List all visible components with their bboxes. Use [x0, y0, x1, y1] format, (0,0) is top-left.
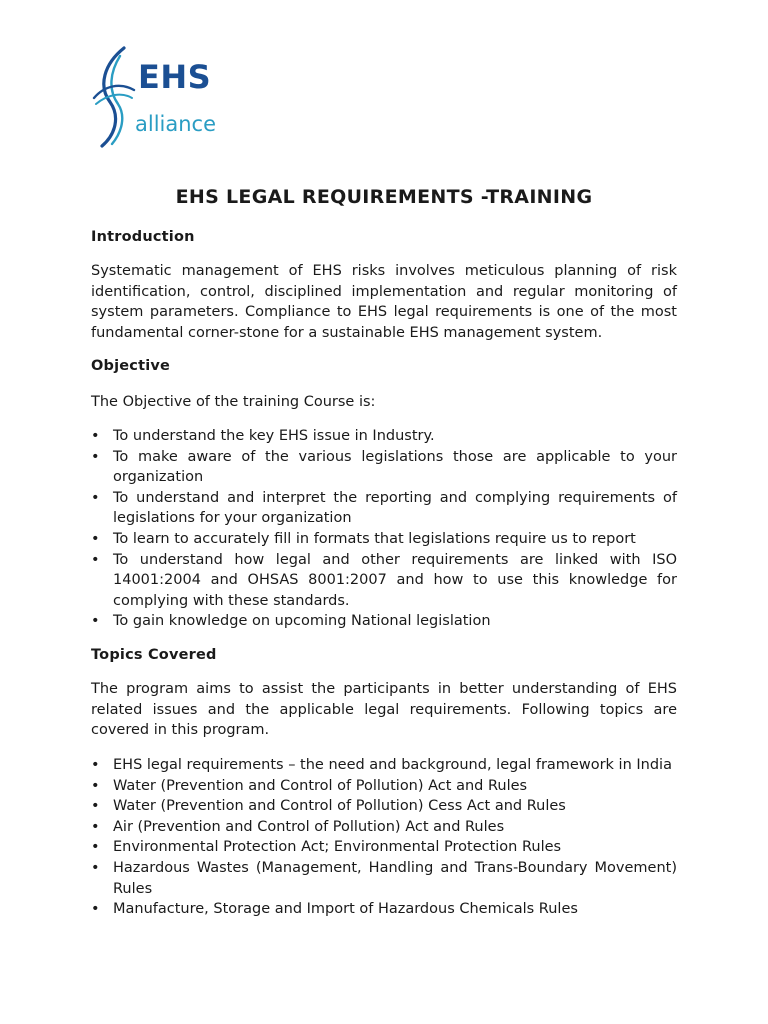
- logo-swirl-icon: [90, 46, 138, 150]
- topics-list-item: • Manufacture, Storage and Import of Hazardous Chemicals Rules: [91, 899, 677, 920]
- objective-list-item: • To learn to accurately fill in formats that legislations require us to report: [91, 529, 677, 550]
- topics-list-item: • Water (Prevention and Control of Pollution) Cess Act and Rules: [91, 796, 677, 817]
- objective-list-item: • To understand the key EHS issue in Industry.: [91, 426, 677, 447]
- document-title: EHS LEGAL REQUIREMENTS -TRAINING: [175, 186, 593, 208]
- topics-list: [91, 755, 677, 920]
- topics-text: The program aims to assist the participants in better understanding of EHS related issues and the applicable legal requirements. Following topics are covered in this program.: [91, 681, 677, 739]
- topics-list-item: • Environmental Protection Act; Environmental Protection Rules: [91, 837, 677, 858]
- objective-list-item: • To make aware of the various legislations those are applicable to your organization: [91, 447, 677, 488]
- objective-list-item: • To understand how legal and other requirements are linked with ISO 14001:2004 and OHSAS 8001:2007 and how to use this knowledge for complying with these standards.: [91, 550, 677, 612]
- topics-list-item: • Hazardous Wastes (Management, Handling and Trans-Boundary Movement) Rules: [91, 858, 677, 899]
- ehs-alliance-logo: EHS alliance: [90, 46, 240, 150]
- objective-list-item: • To gain knowledge on upcoming National legislation: [91, 611, 677, 632]
- objective-list: [91, 426, 677, 632]
- topics-list-item: • EHS legal requirements – the need and background, legal framework in India: [91, 755, 677, 776]
- objective-heading: Objective: [91, 358, 171, 374]
- objective-list-item: • To understand and interpret the reporting and complying requirements of legislations for your organization: [91, 488, 677, 529]
- introduction-text: Systematic management of EHS risks involves meticulous planning of risk identification, control, disciplined implementation and regular monitoring of system parameters. Compliance to EHS legal requirements is one of the most fundamental corner-stone for a sustainable EHS management system.: [91, 263, 677, 341]
- topics-list-item: • Water (Prevention and Control of Pollution) Act and Rules: [91, 776, 677, 797]
- introduction-heading: Introduction: [91, 229, 195, 245]
- topics-heading: Topics Covered: [91, 647, 217, 663]
- topics-list-item: • Air (Prevention and Control of Pollution) Act and Rules: [91, 817, 677, 838]
- objective-lead: The Objective of the training Course is:: [91, 394, 376, 410]
